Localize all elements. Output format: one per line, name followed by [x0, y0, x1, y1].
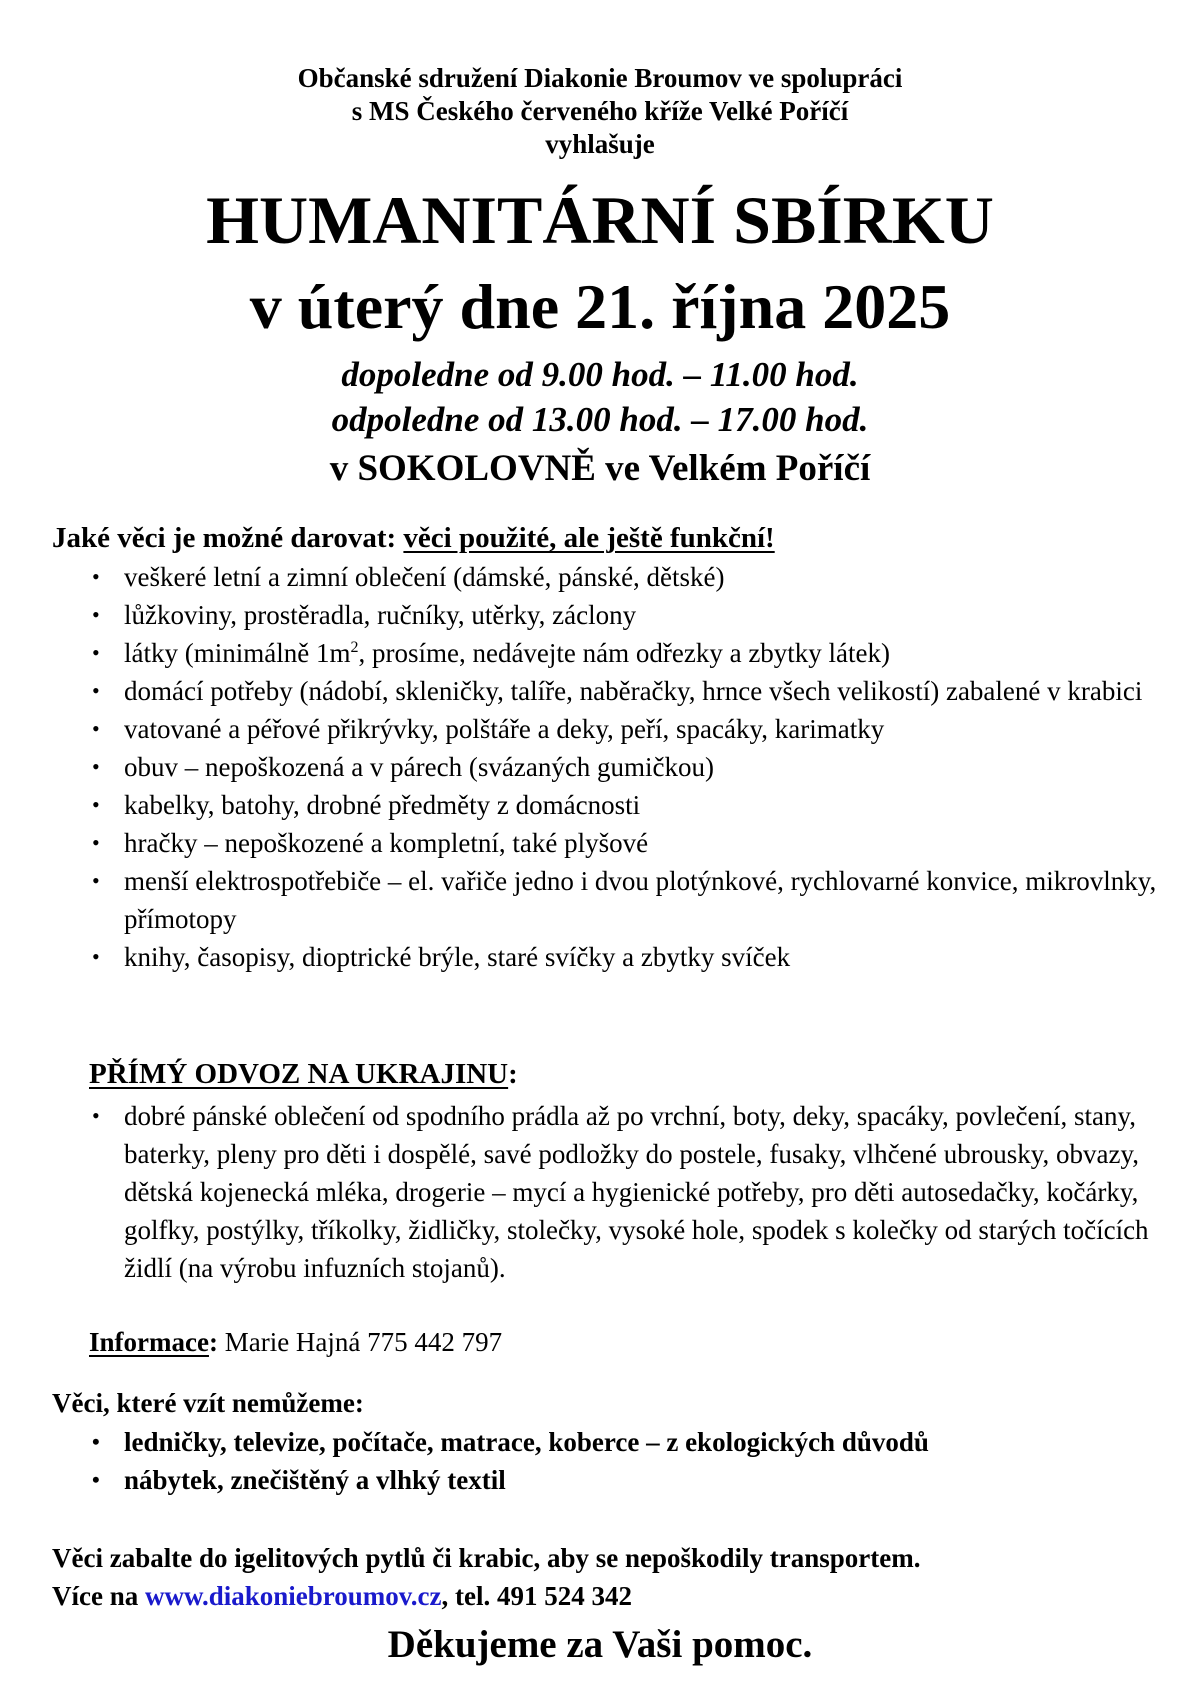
event-date: v úterý dne 21. října 2025	[249, 271, 951, 342]
list-item: • lůžkoviny, prostěradla, ručníky, utěrky, záclony	[92, 596, 1162, 634]
bullet-icon: •	[92, 716, 100, 741]
list-item: • látky (minimálně $1m^2$, prosíme, nedávejte nám odřezky a zbytky látek)	[92, 634, 1162, 672]
list-item: • dobré pánské oblečení od spodního prádla až po vrchní, boty, deky, spacáky, povlečení, stany, baterky, pleny pro děti i dospělé, savé podložky do postele, fusaky, vlhčené ubrousky, obvazy, dětská kojenecká mléka, drogerie – mycí a hygienické potřeby, pro děti autosedačky, kočárky, golfky, postýlky, tříkolky, židličky, stolečky, vysoké hole, spodek s kolečky od starých točících židlí (na výrobu infuzních stojanů).	[92, 1097, 1152, 1287]
bullet-icon: •	[92, 640, 100, 665]
time-afternoon: odpoledne od 13.00 hod. – 17.00 hod.	[331, 400, 869, 439]
list-item: • domácí potřeby (nádobí, skleničky, talíře, naběračky, hrnce všech velikostí) zabalené v krabici	[92, 672, 1162, 710]
donate-heading-prefix: Jaké věci je možné darovat:	[52, 522, 404, 554]
organizer-line-1: Občanské sdružení Diakonie Broumov ve spolupráci	[297, 63, 903, 93]
bullet-icon: •	[92, 1467, 100, 1492]
bullet-icon: •	[92, 944, 100, 969]
more-info: Více na www.diakoniebroumov.cz, tel. 491 524 342	[52, 1581, 633, 1611]
list-item: • obuv – nepoškozená a v párech (svázaných gumičkou)	[92, 748, 1162, 786]
ukraine-heading: PŘÍMÝ ODVOZ NA UKRAJINU:	[89, 1058, 518, 1090]
ukraine-list	[92, 1097, 1152, 1287]
bullet-icon: •	[92, 564, 100, 589]
organizer-block	[0, 62, 1200, 161]
donate-list	[92, 558, 1162, 976]
not-accepted-list	[92, 1423, 1152, 1499]
info-value: Marie Hajná 775 442 797	[217, 1327, 503, 1357]
announces-text: vyhlašuje	[545, 129, 655, 159]
list-item: • kabelky, batohy, drobné předměty z domácnosti	[92, 786, 1162, 824]
thanks-text: Děkujeme za Vaši pomoc.	[387, 1623, 813, 1666]
list-item: • nábytek, znečištěný a vlhký textil	[92, 1461, 1152, 1499]
page-title: HUMANITÁRNÍ SBÍRKU	[206, 182, 994, 258]
list-item: • veškeré letní a zimní oblečení (dámské, pánské, dětské)	[92, 558, 1162, 596]
contact-info: Informace: Marie Hajná 775 442 797	[89, 1327, 503, 1357]
bullet-icon: •	[92, 792, 100, 817]
list-item: • vatované a péřové přikrývky, polštáře a deky, peří, spacáky, karimatky	[92, 710, 1162, 748]
website-link[interactable]: www.diakoniebroumov.cz	[144, 1581, 442, 1611]
phone-text: , tel. 491 524 342	[441, 1581, 633, 1611]
list-item: • hračky – nepoškozené a kompletní, také plyšové	[92, 824, 1162, 862]
info-label: Informace	[89, 1327, 209, 1357]
bullet-icon: •	[92, 754, 100, 779]
not-accepted-heading: Věci, které vzít nemůžeme:	[52, 1388, 364, 1418]
packing-note: Věci zabalte do igelitových pytlů či krabic, aby se nepoškodily transportem.	[52, 1543, 921, 1573]
bullet-icon: •	[92, 830, 100, 855]
bullet-icon: •	[92, 1429, 100, 1454]
time-morning: dopoledne od 9.00 hod. – 11.00 hod.	[341, 355, 859, 394]
donate-heading-emphasis: věci použité, ale ještě funkční!	[403, 522, 775, 554]
list-item: • knihy, časopisy, dioptrické brýle, staré svíčky a zbytky svíček	[92, 938, 1162, 976]
event-times	[0, 352, 1200, 442]
list-item: • menší elektrospotřebiče – el. vařiče jedno i dvou plotýnkové, rychlovarné konvice, mikrovlnky, přímotopy	[92, 862, 1162, 938]
event-place: v SOKOLOVNĚ ve Velkém Poříčí	[329, 448, 871, 489]
bullet-icon: •	[92, 678, 100, 703]
bullet-icon: •	[92, 868, 100, 893]
bullet-icon: •	[92, 602, 100, 627]
list-item: • ledničky, televize, počítače, matrace, koberce – z ekologických důvodů	[92, 1423, 1152, 1461]
organizer-line-2: s MS Českého červeného kříže Velké Poříčí	[351, 96, 849, 126]
donate-heading	[52, 520, 775, 556]
bullet-icon: •	[92, 1103, 100, 1128]
